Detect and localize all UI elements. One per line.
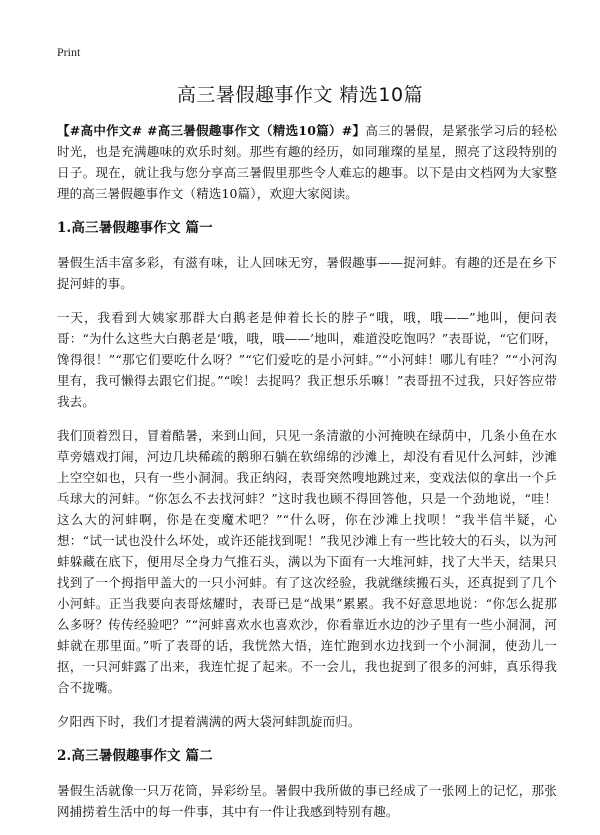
section-1-paragraph: 我们顶着烈日，冒着酷暑，来到山间，只见一条清澈的小河掩映在绿荫中，几条小鱼在水草旁嬉戏打闹，河边几块稀疏的鹅卵石躺在软绵绵的沙滩上，却没有看见什么河蚌，沙滩上空空如也，只有一些小洞洞。我正纳闷，表哥突然嗖地跳过来，变戏法似的拿出一个乒乓球大的河蚌。“你怎么不去找河蚌？”这时我也顾不得回答他，只是一个劲地说，“哇！这么大的河蚌啊，你是在变魔术吧？”“什么呀，你在沙滩上找呗！”我半信半疑，心想：“试一试也没什么坏处，或许还能找到呢！”我见沙滩上有一些比较大的石头，以为河蚌躲藏在底下，便用尽全身力气推石头，满以为下面有一大堆河蚌，找了大半天，结果只找到了一个拇指甲盖大的一只小河蚌。有了这次经验，我就继续搬石头，还真捉到了几个小河蚌。正当我要向表哥炫耀时，表哥已是“战果”累累。我不好意思地说：“你怎么捉那么多呀？传传经验吧？”“河蚌喜欢水也喜欢沙，你看靠近水边的沙子里有一些小洞洞，河蚌就在那里面。”听了表哥的话，我恍然大悟，连忙跑到水边找到一个小洞洞，使劲儿一抠，一只河蚌露了出来，我连忙捉了起来。不一会儿，我也捉到了很多的河蚌，真乐得我合不拢嘴。 <box>57 428 557 695</box>
section-heading-1: 1.高三暑假趣事作文 篇一 <box>57 220 213 236</box>
print-link[interactable]: Print <box>57 45 81 59</box>
section-heading-2: 2.高三暑假趣事作文 篇二 <box>57 748 213 764</box>
section-1-paragraph: 暑假生活丰富多彩，有滋有味，让人回味无穷，暑假趣事——捉河蚌。有趣的还是在乡下捉河蚌的事。 <box>57 255 557 291</box>
section-2-paragraph: 暑假生活就像一只万花筒，异彩纷呈。暑假中我所做的事已经成了一张网上的记忆，那张网捕捞着生活中的每一件事，其中有一件让我感到特别有趣。 <box>57 783 557 819</box>
section-1-paragraph: 夕阳西下时，我们才提着满满的两大袋河蚌凯旋而归。 <box>57 714 361 729</box>
article-body <box>57 120 557 835</box>
intro-text: 高三的暑假，是紧张学习后的轻松时光，也是充满趣味的欢乐时刻。那些有趣的经历，如同璀璨的星星，照亮了这段特别的日子。现在，就让我与您分享高三暑假里那些令人难忘的趣事。以下是由文档网为大家整理的高三暑假趣事作文（精选10篇），欢迎大家阅读。 <box>57 123 557 201</box>
intro-paragraph <box>57 120 557 204</box>
section-1-paragraph: 一天，我看到大姨家那群大白鹅老是伸着长长的脖子“哦，哦，哦——”地叫，便问表哥：“为什么这些大白鹅老是‘哦，哦，哦——’地叫，难道没吃饱吗？”表哥说，“它们呀，馋得很！”“那它们要吃什么呀？”“它们爱吃的是小河蚌。”“小河蚌！哪儿有哇？”“小河沟里有，我可懒得去跟它们捉。”“唉！去捉吗？我正想乐乐嘛！”表哥扭不过我，只好答应带我去。 <box>57 310 557 409</box>
intro-tag: 【#高中作文# #高三暑假趣事作文（精选10篇）#】 <box>57 123 366 138</box>
page-title: 高三暑假趣事作文 精选10篇 <box>176 84 424 106</box>
